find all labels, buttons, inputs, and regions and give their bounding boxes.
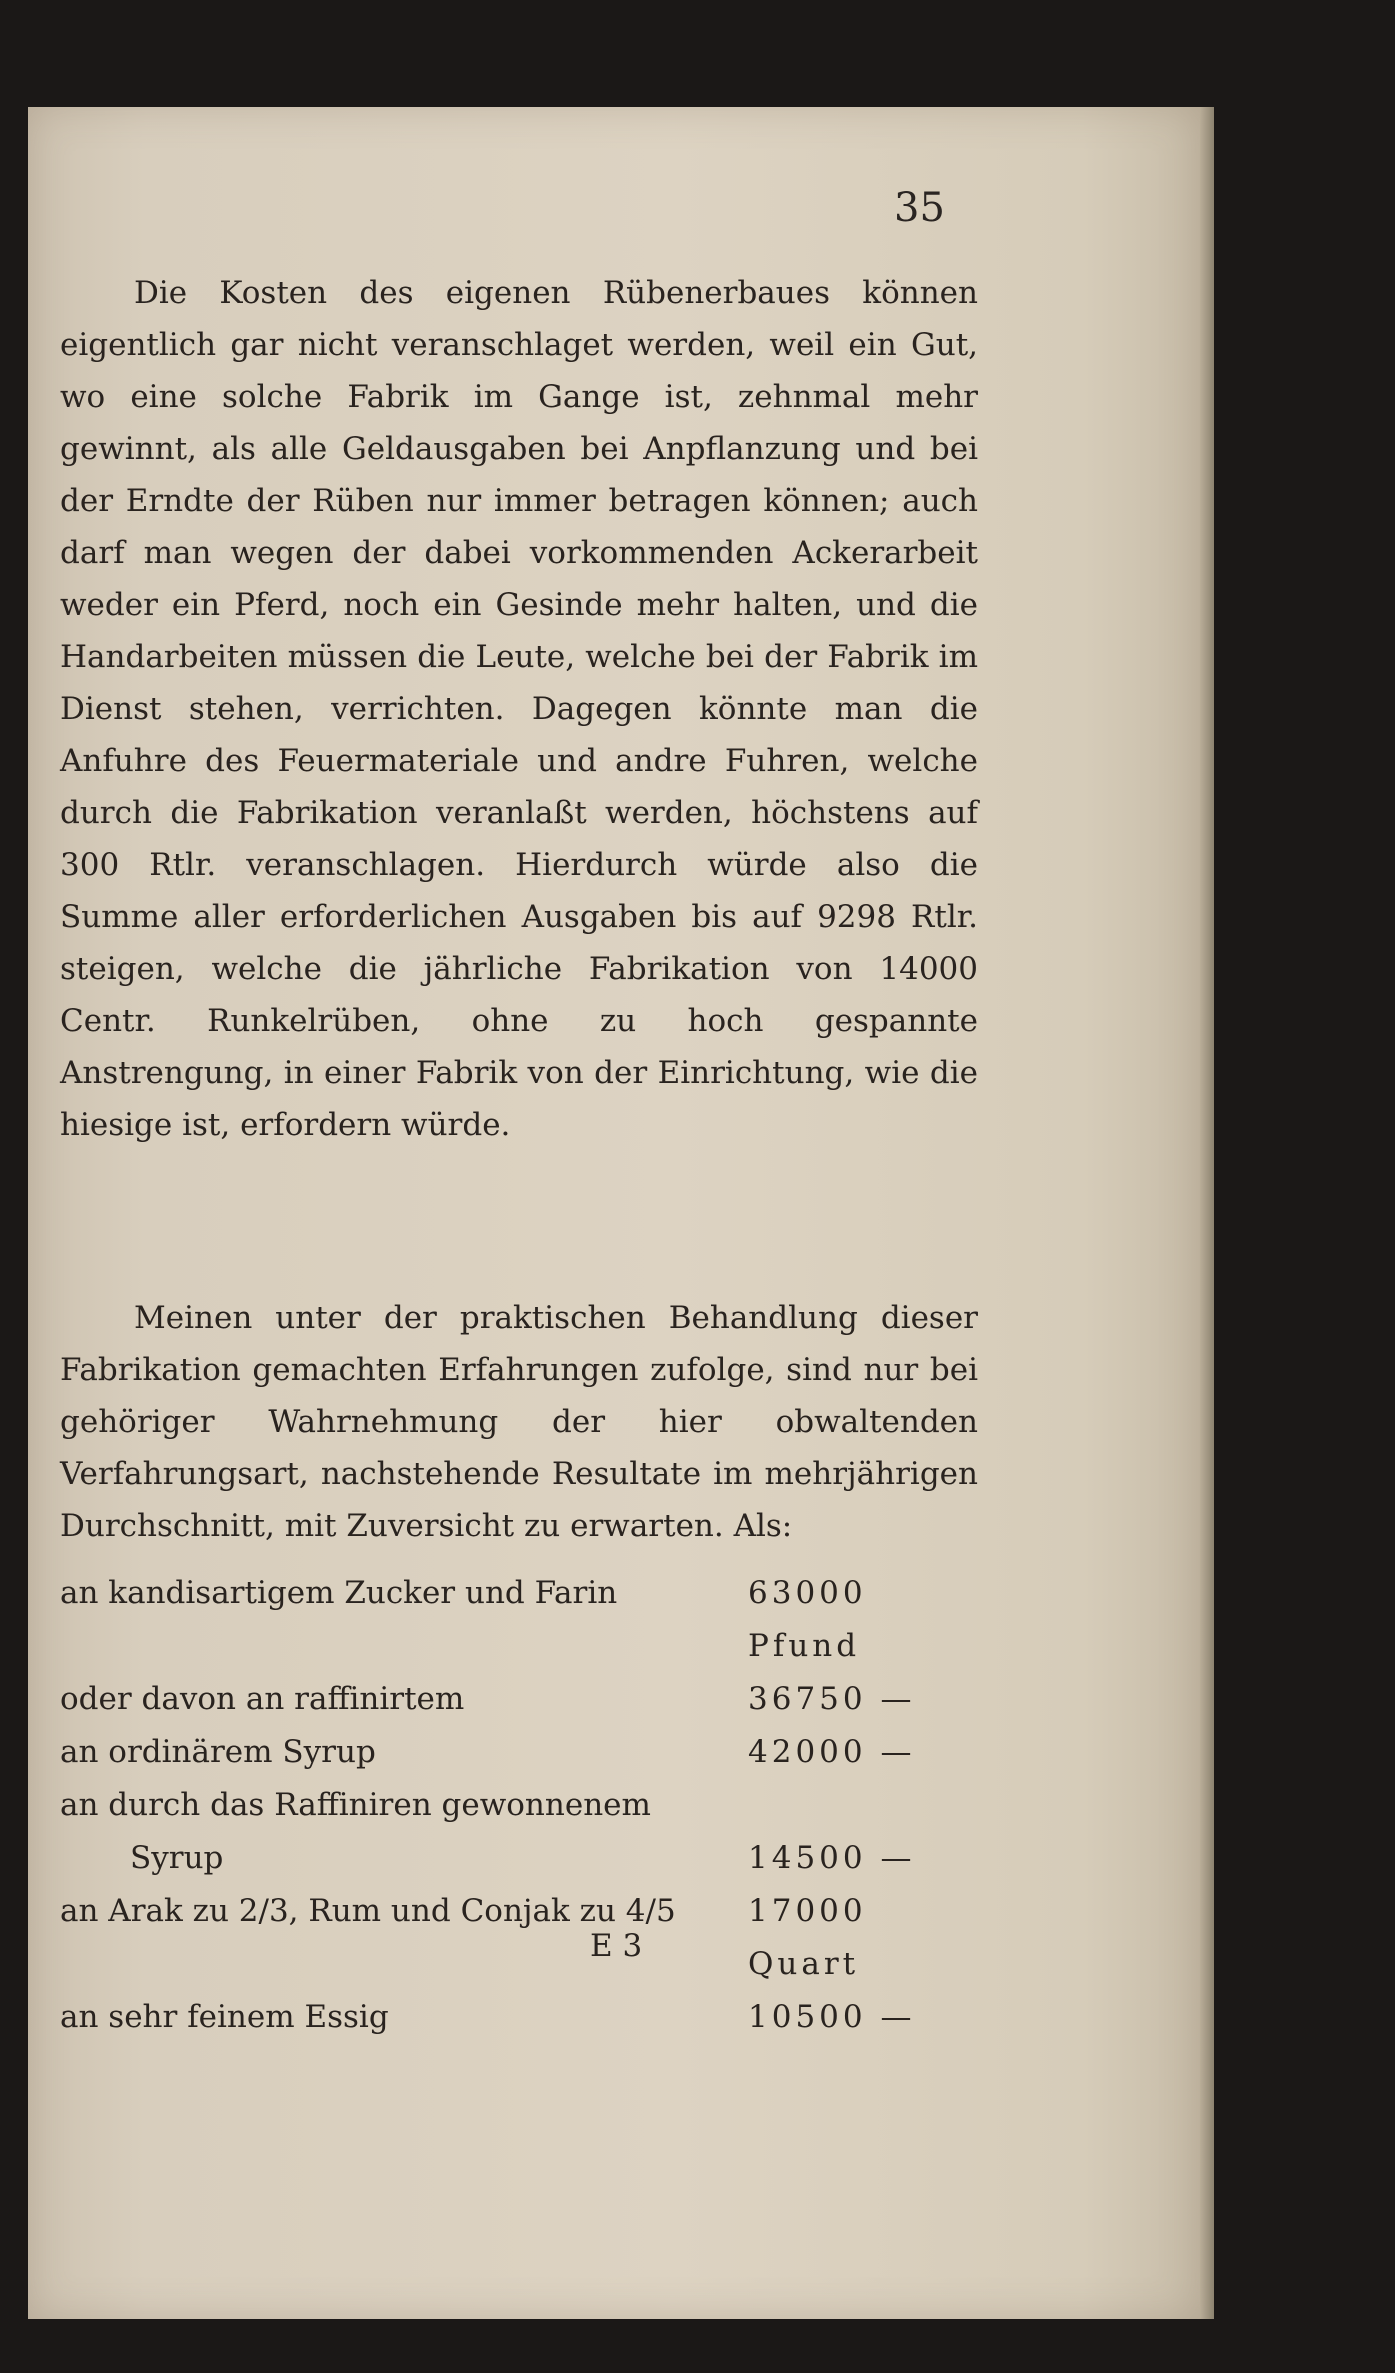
list-item	[60, 1779, 978, 1832]
signature-mark: E 3	[590, 1928, 643, 1964]
item-label: an ordinärem Syrup	[60, 1734, 376, 1770]
item-label: an durch das Raffiniren gewonnenem	[60, 1787, 651, 1823]
item-value: 14500 —	[748, 1840, 916, 1876]
paragraph-results: Meinen unter der praktischen Behandlung dieser Fabrikation gemachten Erfahrungen zufolge, sind nur bei gehöriger Wahrnehmung der hier obwaltenden Verfahrungsart, nachstehende Resultate im mehrjährigen Durchschnitt, mit Zuversicht zu erwarten. Als:	[60, 1300, 978, 1544]
page-edge	[1200, 107, 1214, 2319]
results-list	[60, 1567, 978, 2044]
item-value: 17000 Quart	[748, 1893, 867, 1982]
list-item	[60, 1991, 978, 2044]
item-value: 42000 —	[748, 1734, 916, 1770]
item-value: 10500 —	[748, 1999, 916, 2035]
item-label: an kandisartigem Zucker und Farin	[60, 1575, 618, 1611]
item-value: 36750 —	[748, 1681, 916, 1717]
list-item	[60, 1885, 978, 1991]
list-item	[60, 1673, 978, 1726]
paragraph-costs: Die Kosten des eigenen Rübenerbaues können eigentlich gar nicht veranschlaget werden, weil ein Gut, wo eine solche Fabrik im Gange ist, zehnmal mehr gewinnt, als alle Geldausgaben bei Anpflanzung und bei der Erndte der Rüben nur immer betragen können; auch darf man wegen der dabei vorkommenden Ackerarbeit weder ein Pferd, noch ein Gesinde mehr halten, und die Handarbeiten müssen die Leute, welche bei der Fabrik im Dienst stehen, verrichten. Dagegen könnte man die Anfuhre des Feuermateriale und andre Fuhren, welche durch die Fabrikation veranlaßt werden, höchstens auf 300 Rtlr. veranschlagen. Hierdurch würde also die Summe aller erforderlichen Ausgaben bis auf 9298 Rtlr. steigen, welche die jährliche Fabrikation von 14000 Centr. Runkelrüben, ohne zu hoch gespannte Anstrengung, in einer Fabrik von der Einrichtung, wie die hiesige ist, erfordern würde.	[60, 275, 978, 1143]
page-number: 35	[894, 185, 945, 231]
item-label: Syrup	[130, 1840, 224, 1876]
item-label: oder davon an raffinirtem	[60, 1681, 465, 1717]
list-item	[60, 1567, 978, 1673]
item-value	[748, 1779, 978, 1832]
list-item	[60, 1726, 978, 1779]
list-item	[60, 1832, 978, 1885]
item-value: 63000 Pfund	[748, 1575, 867, 1664]
item-label: an sehr feinem Essig	[60, 1999, 389, 2035]
item-label: an Arak zu 2/3, Rum und Conjak zu 4/5	[60, 1893, 676, 1929]
